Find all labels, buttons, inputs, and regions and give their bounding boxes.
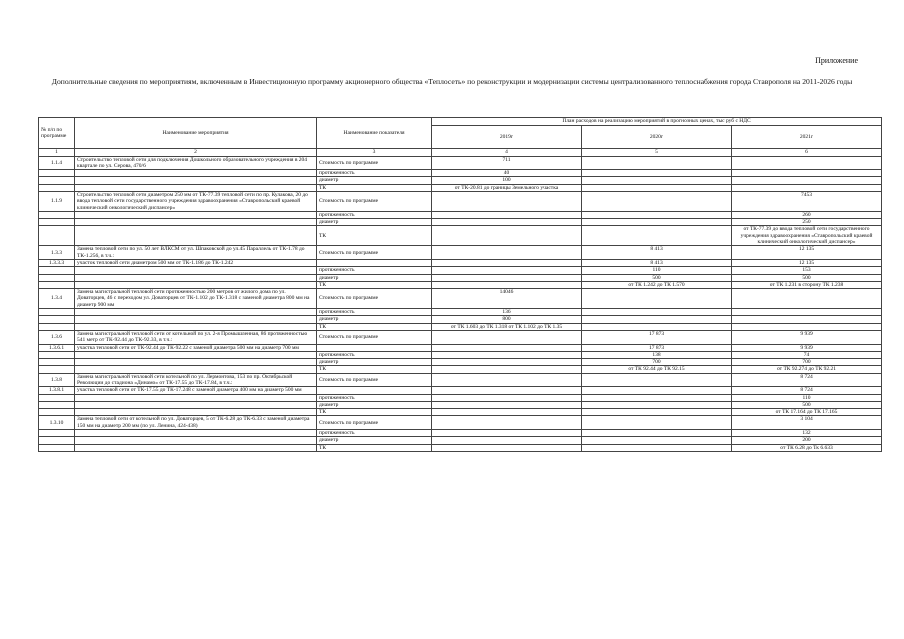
cell-2019: 14046 — [432, 289, 582, 309]
cell-2020: 17 873 — [582, 330, 732, 344]
cell-indicator: протяженность — [317, 211, 432, 218]
cell-2021: 7453 — [732, 191, 882, 211]
cell-2021: от ТК 6.28 до Тк 6.633 — [732, 444, 882, 451]
cell-2021: 9 939 — [732, 330, 882, 344]
header-num: № п/п по программе — [39, 118, 75, 149]
cell-num — [39, 351, 75, 358]
cell-num — [39, 274, 75, 281]
cell-num — [39, 226, 75, 246]
cell-2020 — [582, 170, 732, 177]
cell-name — [75, 323, 317, 330]
colnum-5: 5 — [582, 149, 732, 157]
cell-2021: 12 135 — [732, 246, 882, 260]
cell-2021: от ТК 92.274 до ТК 92.21 — [732, 366, 882, 373]
cell-2019: от ТК 1.603 до ТК 1.318 от ТК 1.102 до ТК 1.35 — [432, 323, 582, 330]
cell-2021: от ТК 17.164 до ТК 17.165 — [732, 409, 882, 416]
table-row — [39, 156, 882, 170]
header-indicator: Наименование показателя — [317, 118, 432, 149]
cell-2021 — [732, 170, 882, 177]
cell-2020: 110 — [582, 267, 732, 274]
cell-indicator: диаметр — [317, 219, 432, 226]
cell-num: 1.3.8 — [39, 373, 75, 387]
cell-indicator: диаметр — [317, 359, 432, 366]
table-row — [39, 226, 882, 246]
cell-name — [75, 211, 317, 218]
cell-2021 — [732, 156, 882, 170]
cell-2020 — [582, 373, 732, 387]
cell-num — [39, 444, 75, 451]
cell-2019: 136 — [432, 309, 582, 316]
cell-num — [39, 359, 75, 366]
cell-indicator: диаметр — [317, 274, 432, 281]
cell-indicator: ТК — [317, 444, 432, 451]
cell-name — [75, 274, 317, 281]
cell-2020 — [582, 401, 732, 408]
cell-num — [39, 437, 75, 444]
cell-num: 1.3.4 — [39, 289, 75, 309]
cell-num — [39, 366, 75, 373]
cell-name — [75, 444, 317, 451]
cell-name: Строительство тепловой сети для подключения Дошкольного образовательного учреждения в 204 квартале по ул. Серова, 470/6 — [75, 156, 317, 170]
cell-2020 — [582, 289, 732, 309]
cell-name — [75, 366, 317, 373]
table-row — [39, 359, 882, 366]
cell-num — [39, 394, 75, 401]
cell-2019 — [432, 281, 582, 288]
table-row — [39, 323, 882, 330]
cell-2019: 40 — [432, 170, 582, 177]
cell-2020 — [582, 309, 732, 316]
cell-indicator: диаметр — [317, 177, 432, 184]
cell-indicator: протяженность — [317, 394, 432, 401]
colnum-1: 1 — [39, 149, 75, 157]
table-row — [39, 416, 882, 430]
cell-indicator: протяженность — [317, 351, 432, 358]
cell-num — [39, 316, 75, 323]
table-row — [39, 330, 882, 344]
cell-2021: 500 — [732, 401, 882, 408]
table-row — [39, 309, 882, 316]
cell-num: 1.3.3.3 — [39, 259, 75, 266]
table-row — [39, 437, 882, 444]
cell-2019: от ТК-20.81 до границы Земельного участка — [432, 184, 582, 191]
table-row — [39, 366, 882, 373]
cell-2019 — [432, 387, 582, 394]
cell-name — [75, 316, 317, 323]
cell-indicator: протяженность — [317, 430, 432, 437]
investment-table — [38, 117, 882, 452]
colnum-4: 4 — [432, 149, 582, 157]
cell-2021: 260 — [732, 211, 882, 218]
cell-name — [75, 437, 317, 444]
cell-name: Замена магистральной тепловой сети протяженностью 200 метров от жилого дома по ул. Доваторцев, 46 с переходом ул. Доваторцев от ТК-1.102 до ТК-1.318 с заменой диаметра 800 мм на диаметр 900 мм — [75, 289, 317, 309]
cell-2019 — [432, 401, 582, 408]
cell-name: участка тепловой сети от ТК-92.44 до ТК-92.22 с заменой диаметра 500 мм на диаметр 700 мм — [75, 344, 317, 351]
table-row — [39, 316, 882, 323]
cell-indicator: ТК — [317, 281, 432, 288]
cell-name — [75, 267, 317, 274]
cell-2021: от ТК-77.39 до ввода тепловой сети государственного учреждения здравоохранения «Ставропольский краевой клинический онкологический диспансер» — [732, 226, 882, 246]
cell-2020 — [582, 409, 732, 416]
cell-num — [39, 281, 75, 288]
cell-indicator: Стоимость по программе — [317, 289, 432, 309]
cell-2019 — [432, 430, 582, 437]
cell-indicator — [317, 259, 432, 266]
colnum-2: 2 — [75, 149, 317, 157]
cell-2019 — [432, 219, 582, 226]
table-row — [39, 373, 882, 387]
cell-name — [75, 219, 317, 226]
cell-2020: 500 — [582, 274, 732, 281]
cell-indicator: Стоимость по программе — [317, 373, 432, 387]
cell-indicator: Стоимость по программе — [317, 330, 432, 344]
cell-2021: 12 135 — [732, 259, 882, 266]
header-plan: План расходов на реализацию мероприятий в прогнозных ценах, тыс руб с НДС — [432, 118, 882, 126]
cell-2021: 200 — [732, 437, 882, 444]
cell-2020 — [582, 437, 732, 444]
cell-2019 — [432, 274, 582, 281]
cell-2020 — [582, 219, 732, 226]
cell-2020 — [582, 177, 732, 184]
cell-name — [75, 430, 317, 437]
cell-2021: 110 — [732, 394, 882, 401]
cell-2019 — [432, 394, 582, 401]
cell-name — [75, 359, 317, 366]
table-row — [39, 387, 882, 394]
cell-name: участка тепловой сети от ТК-17.55 до ТК-17.248 с заменой диаметра 400 мм на диаметр 500 мм — [75, 387, 317, 394]
cell-num: 1.3.8.1 — [39, 387, 75, 394]
cell-2021 — [732, 177, 882, 184]
cell-num: 1.3.6.1 — [39, 344, 75, 351]
table-row — [39, 394, 882, 401]
cell-num — [39, 430, 75, 437]
cell-num — [39, 170, 75, 177]
cell-2021 — [732, 289, 882, 309]
cell-indicator: диаметр — [317, 316, 432, 323]
cell-2020 — [582, 387, 732, 394]
table-row — [39, 444, 882, 451]
cell-name — [75, 394, 317, 401]
cell-name — [75, 351, 317, 358]
cell-num — [39, 323, 75, 330]
cell-num — [39, 267, 75, 274]
header-2021: 2021г — [732, 126, 882, 149]
cell-name: участок тепловой сети диаметром 500 мм от ТК-1.186 до ТК-1.242 — [75, 259, 317, 266]
cell-2019 — [432, 267, 582, 274]
cell-2020 — [582, 191, 732, 211]
cell-name — [75, 309, 317, 316]
cell-indicator: Стоимость по программе — [317, 416, 432, 430]
cell-2019 — [432, 191, 582, 211]
cell-indicator — [317, 344, 432, 351]
cell-name: Замена магистральной тепловой сети от котельной по ул. 2-я Промышленная, 86 протяженностью 541 метр от ТК-92.44 до ТК-92.33, в т.ч.: — [75, 330, 317, 344]
cell-indicator: Стоимость по программе — [317, 156, 432, 170]
cell-indicator: протяженность — [317, 267, 432, 274]
cell-name — [75, 226, 317, 246]
cell-num — [39, 219, 75, 226]
cell-2019 — [432, 359, 582, 366]
cell-2019 — [432, 226, 582, 246]
cell-indicator: диаметр — [317, 437, 432, 444]
cell-2021: 74 — [732, 351, 882, 358]
table-row — [39, 430, 882, 437]
appendix-label: Приложение — [815, 56, 858, 65]
cell-name — [75, 281, 317, 288]
cell-2021: 8 724 — [732, 373, 882, 387]
cell-indicator: ТК — [317, 366, 432, 373]
cell-2019 — [432, 211, 582, 218]
document-title: Дополнительные сведения по мероприятиям, включенным в Инвестиционную программу акционерного общества «Теплосеть» по реконструкции и модернизации системы централизованного теплоснабжения города Ставрополя на 2011-2026 годы — [51, 77, 853, 86]
colnum-3: 3 — [317, 149, 432, 157]
cell-2021: 500 — [732, 274, 882, 281]
cell-2019 — [432, 444, 582, 451]
cell-2019: 800 — [432, 316, 582, 323]
cell-indicator: протяженность — [317, 170, 432, 177]
cell-num: 1.3.10 — [39, 416, 75, 430]
table-row — [39, 281, 882, 288]
cell-2020 — [582, 211, 732, 218]
cell-2020: 138 — [582, 351, 732, 358]
cell-2019 — [432, 246, 582, 260]
cell-2021: 8 724 — [732, 387, 882, 394]
colnum-6: 6 — [732, 149, 882, 157]
cell-2020 — [582, 416, 732, 430]
cell-2020: 8 413 — [582, 259, 732, 266]
table-row — [39, 401, 882, 408]
cell-num — [39, 184, 75, 191]
cell-2021: 250 — [732, 219, 882, 226]
cell-2020: 17 873 — [582, 344, 732, 351]
cell-2020: 8 413 — [582, 246, 732, 260]
cell-2021 — [732, 316, 882, 323]
cell-2020 — [582, 323, 732, 330]
cell-2020 — [582, 184, 732, 191]
cell-2021: 132 — [732, 430, 882, 437]
cell-indicator: ТК — [317, 184, 432, 191]
cell-num: 1.1.9 — [39, 191, 75, 211]
cell-2020 — [582, 394, 732, 401]
cell-2021: 153 — [732, 267, 882, 274]
table-row — [39, 219, 882, 226]
table-row — [39, 177, 882, 184]
cell-2019 — [432, 437, 582, 444]
table-row — [39, 170, 882, 177]
cell-2019: 100 — [432, 177, 582, 184]
cell-2019 — [432, 330, 582, 344]
cell-2019 — [432, 416, 582, 430]
cell-name — [75, 401, 317, 408]
cell-indicator: диаметр — [317, 401, 432, 408]
table-row — [39, 344, 882, 351]
cell-num — [39, 401, 75, 408]
cell-indicator: Стоимость по программе — [317, 246, 432, 260]
cell-2020 — [582, 316, 732, 323]
cell-2021: 700 — [732, 359, 882, 366]
cell-name — [75, 184, 317, 191]
cell-indicator: ТК — [317, 226, 432, 246]
cell-name — [75, 177, 317, 184]
table-row — [39, 191, 882, 211]
cell-2020 — [582, 226, 732, 246]
cell-2019 — [432, 366, 582, 373]
cell-num — [39, 309, 75, 316]
cell-indicator: Стоимость по программе — [317, 191, 432, 211]
cell-2021 — [732, 184, 882, 191]
cell-num: 1.3.6 — [39, 330, 75, 344]
table-row — [39, 184, 882, 191]
table-row — [39, 259, 882, 266]
header-2019: 2019г — [432, 126, 582, 149]
table-row — [39, 267, 882, 274]
cell-name: Замена тепловой сети по ул. 50 лет ВЛКСМ от ул. Шпаковской до ул.45 Параллель от ТК-1.78 до ТК-1.256, в т.ч.: — [75, 246, 317, 260]
cell-num — [39, 177, 75, 184]
table-row — [39, 246, 882, 260]
header-2020: 2020г — [582, 126, 732, 149]
cell-2020: от ТК 1.242 до ТК 1.570 — [582, 281, 732, 288]
cell-num — [39, 409, 75, 416]
cell-2019 — [432, 259, 582, 266]
cell-name: Строительство тепловой сети диаметром 250 мм от ТК-77.39 тепловой сети по пр. Кулакова, 20 до ввода тепловой сети государственного учреждения здравоохранения «Ставропольский краевой клинический онкологический диспансер» — [75, 191, 317, 211]
cell-2021: от ТК 1.231 в сторону ТК 1.238 — [732, 281, 882, 288]
cell-num: 1.1.4 — [39, 156, 75, 170]
cell-name — [75, 170, 317, 177]
cell-indicator: ТК — [317, 409, 432, 416]
cell-2020 — [582, 430, 732, 437]
cell-2020: 700 — [582, 359, 732, 366]
cell-name — [75, 409, 317, 416]
cell-2020 — [582, 156, 732, 170]
table-row — [39, 274, 882, 281]
cell-indicator: ТК — [317, 323, 432, 330]
cell-2020 — [582, 444, 732, 451]
header-name: Наименование мероприятия — [75, 118, 317, 149]
table-row — [39, 211, 882, 218]
cell-name: Замена магистральной тепловой сети котельной по ул. Лермонтова, 153 по пр. Октябрьской Революции до стадиона «Динамо» от ТК-17.55 до ТК-17.84, в т.ч.: — [75, 373, 317, 387]
cell-2020: от ТК 92.44 до ТК 92.15 — [582, 366, 732, 373]
cell-2019: 711 — [432, 156, 582, 170]
cell-2021 — [732, 309, 882, 316]
cell-num: 1.3.3 — [39, 246, 75, 260]
cell-indicator: протяженность — [317, 309, 432, 316]
cell-name: Замена тепловой сети от котельной по ул. Доваторцев, 5 от ТК-6.28 до ТК-6.33 с заменой диаметра 150 мм на диаметр 200 мм (по ул. Ленина, 424-438) — [75, 416, 317, 430]
table-row — [39, 409, 882, 416]
table-row — [39, 351, 882, 358]
cell-2021: 9 939 — [732, 344, 882, 351]
cell-2019 — [432, 351, 582, 358]
cell-2019 — [432, 373, 582, 387]
table-row — [39, 289, 882, 309]
cell-2019 — [432, 344, 582, 351]
cell-2021: 3 104 — [732, 416, 882, 430]
cell-num — [39, 211, 75, 218]
cell-2019 — [432, 409, 582, 416]
cell-2021 — [732, 323, 882, 330]
cell-indicator — [317, 387, 432, 394]
